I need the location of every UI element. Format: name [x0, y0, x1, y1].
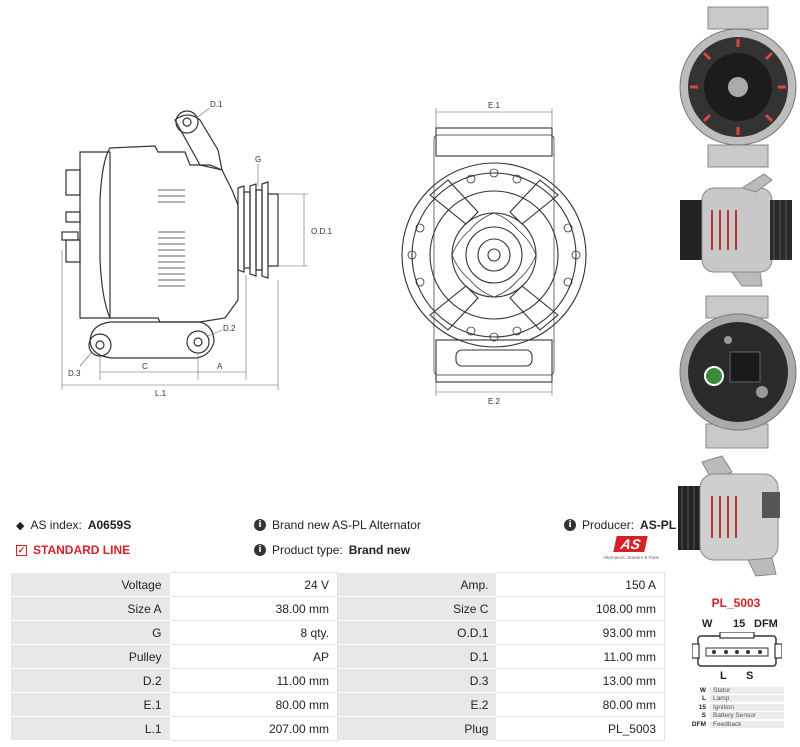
spec-value: 150 A	[497, 573, 665, 597]
standard-line-label: STANDARD LINE	[33, 543, 131, 557]
pulley	[238, 186, 244, 272]
label-d2: D.2	[223, 324, 236, 333]
legend-row	[688, 703, 784, 712]
label-g: G	[255, 155, 262, 164]
legend-row	[688, 695, 784, 704]
spec-row	[11, 645, 665, 669]
label-a: A	[217, 362, 223, 371]
legend-key: 15	[698, 703, 706, 711]
spec-key: D.3	[337, 669, 496, 693]
legend-value: Lamp	[710, 695, 784, 702]
label-d1: D.1	[210, 100, 223, 109]
spec-row	[11, 597, 665, 621]
d3-mount-hole	[89, 334, 111, 356]
spec-row	[11, 693, 665, 717]
logo-mark: AS	[614, 536, 649, 552]
legend-value: Battery Sensor	[710, 712, 784, 719]
info-icon: i	[254, 544, 266, 556]
product-photo-angle	[672, 452, 800, 582]
spec-key: E.2	[337, 693, 496, 717]
as-pl-logo	[600, 536, 662, 560]
spec-value: 11.00 mm	[170, 669, 337, 693]
spec-key: Plug	[337, 717, 496, 741]
plug-title: PL_5003	[711, 596, 761, 610]
plug-legend	[688, 686, 784, 729]
legend-key: S	[701, 712, 706, 720]
spec-value: 11.00 mm	[497, 645, 665, 669]
spec-value: 24 V	[170, 573, 337, 597]
product-type-row	[254, 543, 410, 557]
product-photo-front	[672, 5, 800, 170]
spec-value: 93.00 mm	[497, 621, 665, 645]
logo-tagline: Alternators, Starters & Parts	[602, 555, 660, 560]
label-e2: E.2	[488, 397, 501, 406]
as-index-row	[16, 518, 131, 532]
spec-table	[10, 572, 665, 741]
pin-label-w: W	[702, 618, 713, 630]
front-view	[402, 128, 586, 382]
legend-value: Stator	[710, 687, 784, 694]
spec-key: Pulley	[11, 645, 171, 669]
legend-row	[688, 712, 784, 721]
spec-value: 207.00 mm	[170, 717, 337, 741]
spec-key: O.D.1	[337, 621, 496, 645]
legend-value: Feedback	[710, 721, 784, 728]
legend-key: W	[699, 686, 706, 694]
product-photo-rear	[672, 292, 800, 452]
pin-label-15: 15	[733, 618, 746, 630]
tag-icon: ◆	[16, 519, 25, 532]
pin-label-dfm: DFM	[754, 618, 778, 630]
label-l1: L.1	[155, 389, 167, 398]
spec-row	[11, 621, 665, 645]
label-c: C	[142, 362, 148, 371]
d1-mount-hole	[176, 111, 198, 133]
spec-row	[11, 669, 665, 693]
legend-row	[688, 720, 784, 729]
label-e1: E.1	[488, 101, 501, 110]
spec-key: G	[11, 621, 171, 645]
producer-label: Producer:	[582, 518, 635, 532]
description-row	[254, 518, 421, 532]
spec-key: D.2	[11, 669, 171, 693]
spec-key: D.1	[337, 645, 496, 669]
product-type-label: Product type:	[272, 543, 343, 557]
product-description: Brand new AS-PL Alternator	[272, 518, 421, 532]
product-type-value: Brand new	[348, 543, 411, 557]
side-view-body	[100, 146, 238, 322]
info-icon: i	[254, 519, 266, 531]
spec-key: L.1	[11, 717, 171, 741]
producer-value: AS-PL	[640, 518, 677, 532]
spec-value: 38.00 mm	[170, 597, 337, 621]
pin-label-s: S	[746, 670, 754, 682]
spec-row	[11, 573, 665, 597]
producer-row	[564, 518, 676, 532]
spec-row	[11, 717, 665, 741]
spec-value: AP	[170, 645, 337, 669]
label-d3: D.3	[68, 369, 81, 378]
spec-value: 8 qty.	[170, 621, 337, 645]
spec-value: 108.00 mm	[497, 597, 665, 621]
spec-value: 80.00 mm	[497, 693, 665, 717]
spec-value: 80.00 mm	[170, 693, 337, 717]
plug-connector-diagram	[692, 632, 782, 670]
as-index-label: AS index:	[30, 518, 82, 532]
info-icon: i	[564, 519, 576, 531]
spec-key: Size C	[337, 597, 496, 621]
spec-key: Amp.	[337, 573, 496, 597]
spec-value: PL_5003	[497, 717, 665, 741]
product-photo-side	[672, 170, 800, 290]
standard-line-row	[16, 543, 130, 557]
as-index-value: A0659S	[87, 518, 132, 532]
pin-label-l: L	[720, 670, 727, 682]
legend-row	[688, 686, 784, 695]
legend-key: DFM	[691, 720, 706, 728]
spec-value: 13.00 mm	[497, 669, 665, 693]
d2-mount-hole	[187, 331, 209, 353]
legend-key: L	[702, 695, 706, 703]
spec-key: Voltage	[11, 573, 171, 597]
checkbox-icon: ✓	[17, 544, 26, 555]
label-od1: O.D.1	[311, 227, 332, 236]
spec-key: E.1	[11, 693, 171, 717]
legend-value: Ignition	[710, 704, 784, 711]
spec-key: Size A	[11, 597, 171, 621]
